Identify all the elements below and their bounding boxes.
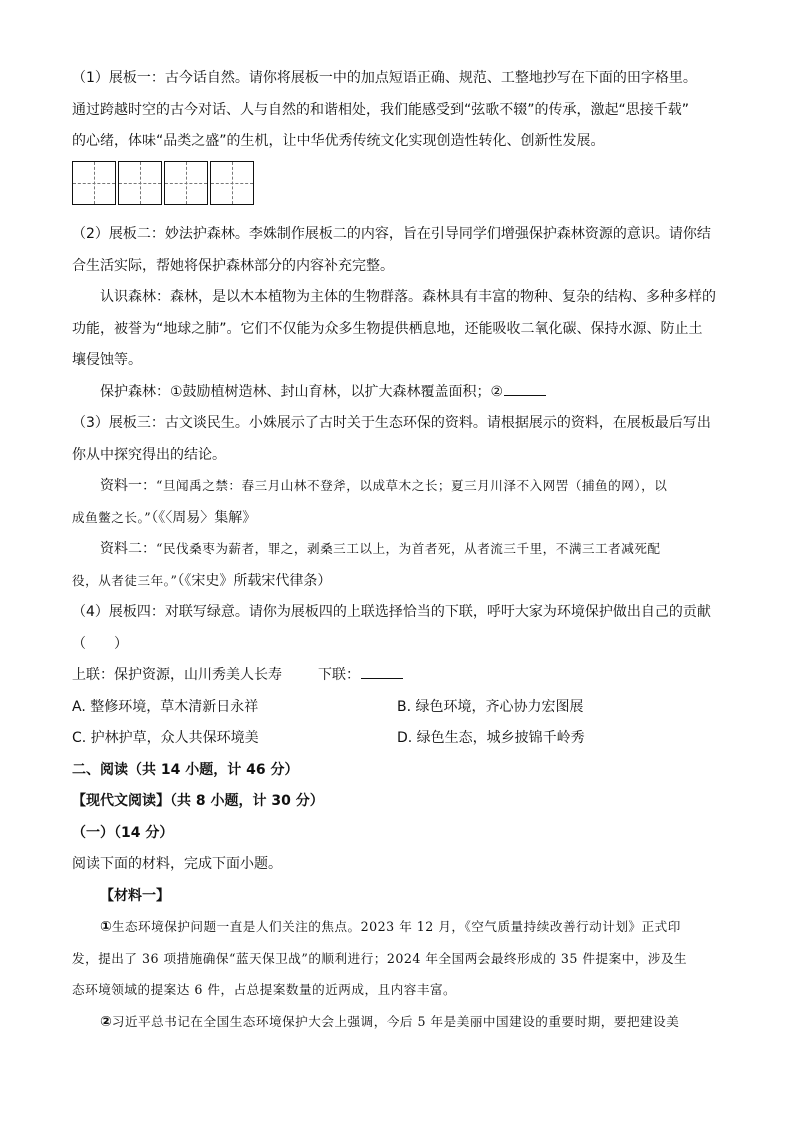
- material1-p1-line2: 发，提出了 36 项措施确保“蓝天保卫战”的顺利进行；2024 年全国两会最终形成的 35 件提案中，涉及生: [72, 951, 688, 966]
- material1-source: （《〈周易〉集解》: [151, 510, 257, 526]
- q1-prompt: （1）展板一：古今话自然。请你将展板一中的加点短语正确、规范、工整地抄写在下面的田字格里。: [72, 70, 697, 86]
- tianzige-cell[interactable]: [164, 161, 208, 205]
- material2-label: 资料二：: [100, 541, 156, 557]
- q2-protect-text: 保护森林：①鼓励植树造林、封山育林，以扩大森林覆盖面积；②: [100, 384, 504, 400]
- part-heading: （一）（14 分）: [72, 825, 174, 841]
- option-b[interactable]: B. 绿色环境，齐心协力宏图展: [397, 699, 584, 715]
- material1-label: 资料一：: [100, 478, 156, 494]
- q2-prompt-line1: （2）展板二：妙法护森林。李姝制作展板二的内容，旨在引导同学们增强保护森林资源的意识。请你结: [72, 226, 711, 242]
- q3-prompt-line2: 你从中探究得出的结论。: [72, 447, 226, 463]
- option-c[interactable]: C. 护林护草，众人共保环境美: [72, 730, 259, 746]
- q4-prompt-line1: （4）展板四：对联写绿意。请你为展板四的上联选择恰当的下联，呼吁大家为环境保护做出自己的贡献: [72, 604, 711, 620]
- q3-prompt-line1: （3）展板三：古文谈民生。小姝展示了古时关于生态环保的资料。请根据展示的资料，在展板最后写出: [72, 415, 711, 431]
- q4-answer-parens[interactable]: （ ）: [72, 636, 128, 652]
- upper-couplet: 上联：保护资源，山川秀美人长寿: [72, 667, 282, 683]
- tianzige-cell[interactable]: [118, 161, 162, 205]
- material2-source: （《宋史》所载宋代律条）: [177, 573, 332, 589]
- material1-p1-line3: 态环境领域的提案达 6 件，占总提案数量的近两成，且内容丰富。: [72, 982, 457, 997]
- material2-quote-end: 役，从者徒三年。”: [72, 573, 178, 588]
- q3-material2-line2: [72, 572, 331, 590]
- q2-prompt-line2: 合生活实际，帮她将保护森林部分的内容补充完整。: [72, 258, 394, 274]
- q3-material1-line2: [72, 509, 256, 527]
- q2-know-line2: 功能，被誉为“地球之肺”。它们不仅能为众多生物提供栖息地，还能吸收二氧化碳、保持水源、防止土: [72, 321, 703, 337]
- answer-blank[interactable]: [361, 666, 403, 679]
- material1-p1-line1: [100, 918, 681, 936]
- paragraph-number: ②: [100, 1014, 112, 1030]
- q3-material2-line1: [100, 540, 661, 558]
- q2-know-line1: 认识森林：森林，是以木本植物为主体的生物群落。森林具有丰富的物种、复杂的结构、多种多样的: [100, 289, 716, 305]
- q2-know-line3: 壤侵蚀等。: [72, 352, 142, 368]
- tianzige-cell[interactable]: [210, 161, 254, 205]
- material2-quote: “民伐桑枣为薪者，罪之，剥桑三工以上，为首者死，从者流三千里，不满三工者减死配: [156, 541, 661, 556]
- option-a[interactable]: A. 整修环境，草木清新日永祥: [72, 699, 259, 715]
- reading-instruction: 阅读下面的材料，完成下面小题。: [72, 856, 282, 872]
- lower-couplet-label: 下联：: [318, 667, 360, 683]
- material1-p2-line1: [100, 1013, 679, 1031]
- material1-quote: “旦闻禹之禁：春三月山林不登斧，以成草木之长；夏三月川泽不入网罟（捕鱼的网），以: [156, 478, 668, 493]
- tianzige-grid[interactable]: [72, 161, 256, 205]
- paragraph-number: ①: [100, 919, 112, 935]
- q3-material1-line1: [100, 477, 667, 495]
- material1-quote-end: 成鱼鳖之长。”: [72, 510, 152, 525]
- q2-protect: [100, 383, 546, 401]
- material-title: 【材料一】: [100, 888, 170, 904]
- tianzige-cell[interactable]: [72, 161, 116, 205]
- section-heading: 二、阅读（共 14 小题，计 46 分）: [72, 762, 299, 778]
- q1-passage-line2: 的心绪，体味“品类之盛”的生机，让中华优秀传统文化实现创造性转化、创新性发展。: [72, 133, 605, 149]
- q1-passage-line1: 通过跨越时空的古今对话、人与自然的和谐相处，我们能感受到“弦歌不辍”的传承，激起“思接千载”: [72, 102, 690, 118]
- q4-couplet: [72, 666, 403, 684]
- answer-blank[interactable]: [504, 383, 546, 396]
- subsection-heading: 【现代文阅读】（共 8 小题，计 30 分）: [72, 793, 324, 809]
- paragraph-text: 生态环境保护问题一直是人们关注的焦点。2023 年 12 月，《空气质量持续改善行动计划》正式印: [111, 919, 681, 934]
- paragraph-text: 习近平总书记在全国生态环境保护大会上强调，今后 5 年是美丽中国建设的重要时期，要把建设美: [111, 1014, 680, 1029]
- option-d[interactable]: D. 绿色生态，城乡披锦千岭秀: [397, 730, 585, 746]
